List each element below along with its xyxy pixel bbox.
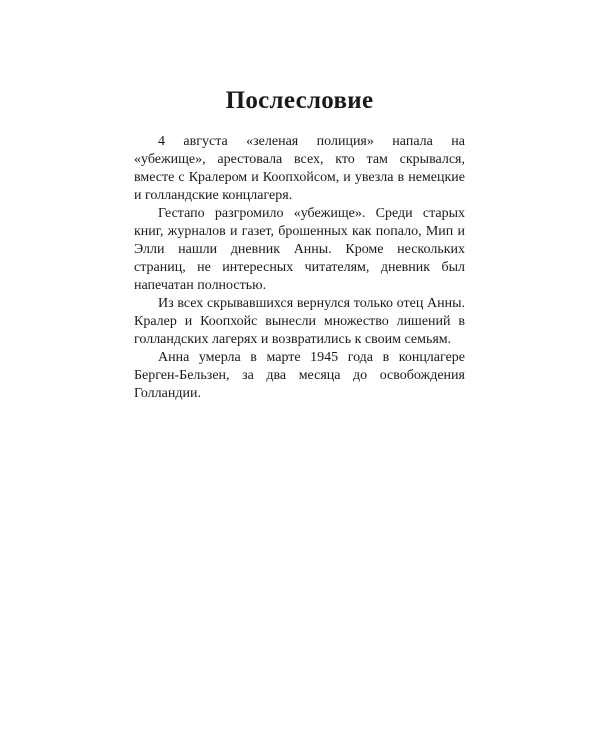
document-page	[134, 86, 465, 403]
page-title: Послесловие	[225, 87, 374, 114]
paragraph-arrest: 4 августа «зеленая полиция» напала на «убежище», арестовала всех, кто там скрывался, вместе с Кралером и Коопхойсом, и увезла в немецкие и голландские концлагеря.	[134, 134, 465, 203]
paragraph-diary-found: Гестапо разгромило «убежище». Среди старых книг, журналов и газет, брошенных как попало, Мип и Элли нашли дневник Анны. Кроме нескольких страниц, не интересных читателям, дневник был напечатан полностью.	[134, 206, 465, 293]
paragraph-anne-death: Анна умерла в марте 1945 года в концлагере Берген-Бельзен, за два месяца до освобождения Голландии.	[134, 350, 465, 401]
paragraph-survivors: Из всех скрывавшихся вернулся только отец Анны. Кралер и Коопхойс вынесли множество лишений в голландских лагерях и возвратились к своим семьям.	[134, 296, 465, 347]
afterword-body	[134, 133, 465, 403]
